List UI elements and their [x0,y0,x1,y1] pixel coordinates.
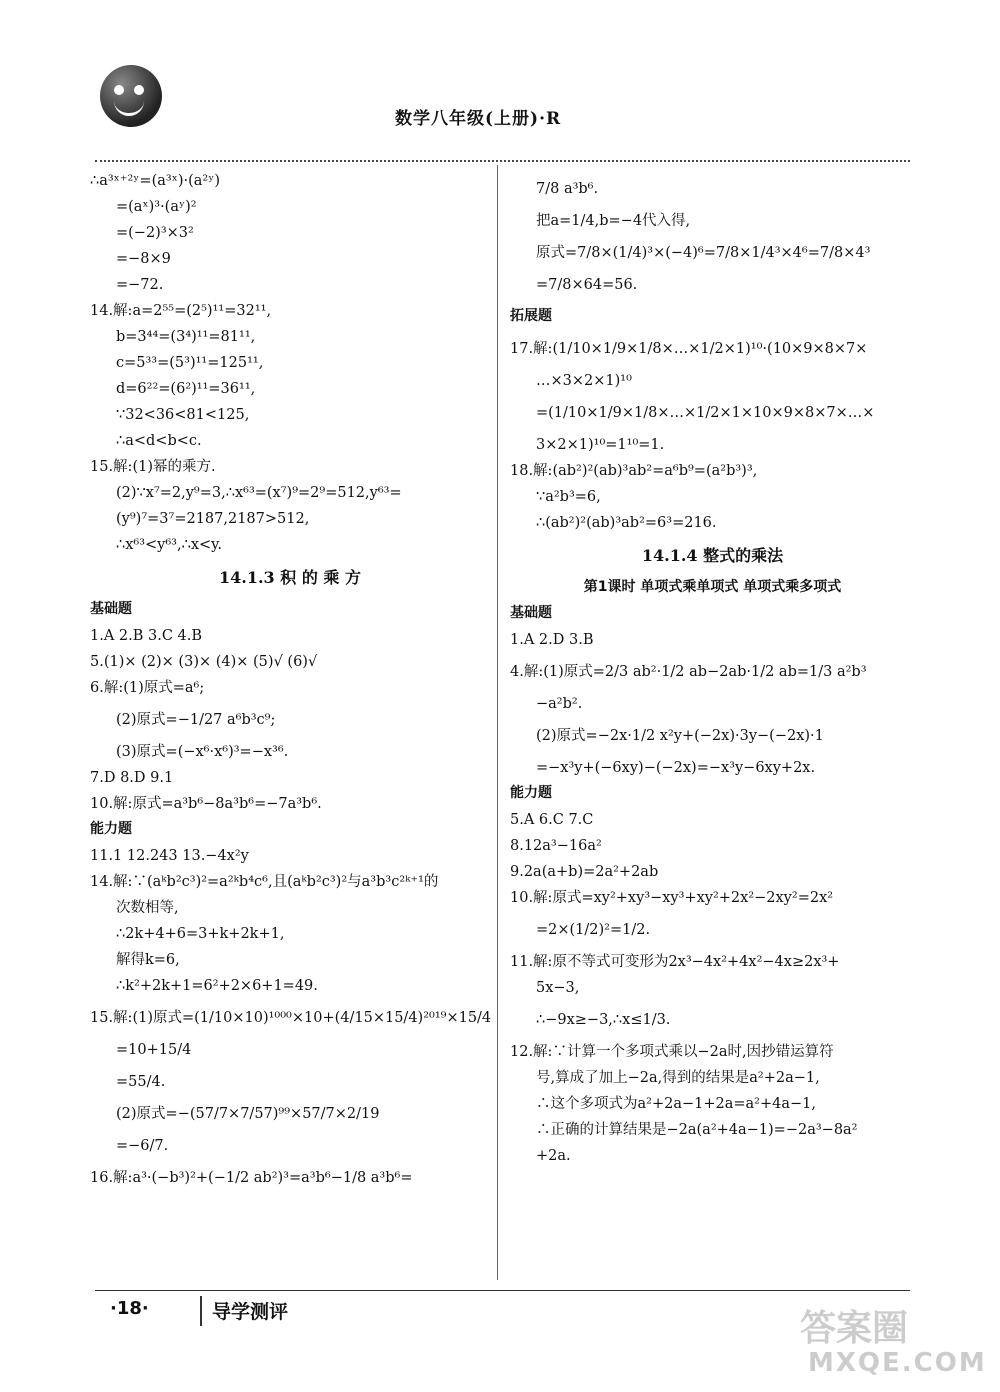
answer-line: 10.解:原式=a³b⁶−8a³b⁶=−7a³b⁶. [90,795,322,812]
answer-line: 4.解:(1)原式=2/3 ab²·1/2 ab−2ab·1/2 ab=1/3 a²b³ [510,663,867,680]
answer-line: =(aˣ)³·(aʸ)² [116,199,197,215]
answer-line: =(−2)³×3² [116,225,194,241]
page-number: ·18· [110,1298,149,1319]
answer-line: ∴a<d<b<c. [116,433,202,449]
answer-line: 16.解:a³·(−b³)²+(−1/2 ab²)³=a³b⁶−1/8 a³b⁶= [90,1169,413,1186]
answer-line: ∴x⁶³<y⁶³,∴x<y. [116,537,223,553]
answer-line: ∴2k+4+6=3+k+2k+1, [116,925,285,942]
answer-line: 18.解:(ab²)²(ab)³ab²=a⁶b⁹=(a²b³)³, [510,463,758,479]
answer-line: =(1/10×1/9×1/8×…×1/2×1×10×9×8×7×…× [536,405,875,421]
answer-line: 8.12a³−16a² [510,837,602,854]
answer-line: −a²b². [536,695,583,712]
left-column [90,170,490,1199]
column-divider [497,165,498,1280]
answer-line: ∴k²+2k+1=6²+2×6+1=49. [116,977,318,994]
header-dotted-rule [95,160,910,162]
answer-line: 14.解:a=2⁵⁵=(2⁵)¹¹=32¹¹, [90,303,272,319]
answer-line: ∴正确的计算结果是−2a(a²+4a−1)=−2a³−8a² [536,1121,858,1138]
answer-line: 1.A 2.D 3.B [510,631,594,648]
answer-line: 1.A 2.B 3.C 4.B [90,627,203,644]
answer-line: 7.D 8.D 9.1 [90,769,174,786]
section-heading: 14.1.4 整式的乘法 [641,546,784,565]
answer-line: +2a. [536,1147,571,1164]
right-column [510,170,915,1171]
section-heading: 基础题 [510,604,552,621]
footer-separator [200,1296,202,1326]
answer-line: 10.解:原式=xy²+xy³−xy³+xy²+2x²−2xy²=2x² [510,889,834,906]
mascot-logo-icon [100,65,162,127]
watermark-logo: 答案圈 [800,1308,909,1349]
answer-line: (3)原式=(−x⁶·x⁶)³=−x³⁶. [116,743,289,760]
answer-line: ∵32<36<81<125, [116,407,250,423]
answer-line: 次数相等, [116,899,179,916]
answer-line: =−6/7. [116,1137,169,1154]
answer-line: ∴(ab²)²(ab)³ab²=6³=216. [536,515,717,531]
answer-line: =55/4. [116,1073,166,1090]
answer-line: 6.解:(1)原式=a⁶; [90,679,205,696]
section-heading: 第1课时 单项式乘单项式 单项式乘多项式 [583,578,842,595]
answer-line: (2)原式=−1/27 a⁶b³c⁹; [116,711,276,728]
answer-line: ∵a²b³=6, [536,489,601,505]
answer-line: 15.解:(1)原式=(1/10×10)¹⁰⁰⁰×10+(4/15×15/4)²⁰¹⁹×15/4 [90,1009,492,1026]
answer-line: 3×2×1)¹⁰=1¹⁰=1. [536,437,665,453]
page-header [95,60,910,160]
section-heading: 基础题 [90,600,132,617]
answer-line: =2×(1/2)²=1/2. [536,921,651,938]
answer-line: 11.解:原不等式可变形为2x³−4x²+4x²−4x≥2x³+ [510,953,840,970]
answer-line: 9.2a(a+b)=2a²+2ab [510,863,659,880]
answer-line: (2)∵x⁷=2,y⁹=3,∴x⁶³=(x⁷)⁹=2⁹=512,y⁶³= [116,485,402,501]
answer-line: 解得k=6, [116,951,180,968]
footer-rule [95,1290,910,1291]
answer-line: …×3×2×1)¹⁰ [536,373,632,389]
answer-line: ∴a³ˣ⁺²ʸ=(a³ˣ)·(a²ʸ) [90,173,221,189]
answer-line: =−x³y+(−6xy)−(−2x)=−x³y−6xy+2x. [536,759,816,776]
answer-line: =10+15/4 [116,1041,192,1058]
answer-line: c=5³³=(5³)¹¹=125¹¹, [116,355,264,371]
answer-line: 5x−3, [536,979,580,996]
answer-line: 5.A 6.C 7.C [510,811,594,828]
answer-line: (y⁹)⁷=3⁷=2187,2187>512, [116,511,310,527]
answer-line: 11.1 12.243 13.−4x²y [90,847,249,864]
answer-line: 5.(1)× (2)× (3)× (4)× (5)√ (6)√ [90,653,318,670]
answer-line: =−72. [116,277,164,293]
section-heading: 能力题 [90,820,132,837]
answer-line: (2)原式=−2x·1/2 x²y+(−2x)·3y−(−2x)·1 [536,727,824,744]
answer-line: 把a=1/4,b=−4代入得, [536,213,691,229]
answer-line: 17.解:(1/10×1/9×1/8×…×1/2×1)¹⁰·(10×9×8×7× [510,341,868,357]
answer-line: ∴这个多项式为a²+2a−1+2a=a²+4a−1, [536,1095,816,1112]
section-heading: 拓展题 [510,308,552,324]
answer-line: =7/8×64=56. [536,277,638,293]
answer-line: ∴−9x≥−3,∴x≤1/3. [536,1011,671,1028]
answer-line: 15.解:(1)幂的乘方. [90,459,216,475]
watermark-url: MXQE.COM [808,1348,987,1378]
answer-line: 7/8 a³b⁶. [536,181,599,197]
answer-line: d=6²²=(6²)¹¹=36¹¹, [116,381,256,397]
answer-line: (2)原式=−(57/7×7/57)⁹⁹×57/7×2/19 [116,1105,380,1122]
series-name: 导学测评 [212,1301,289,1323]
section-heading: 14.1.3 积 的 乘 方 [219,568,361,587]
answer-line: 号,算成了加上−2a,得到的结果是a²+2a−1, [536,1069,820,1086]
answer-line: =−8×9 [116,251,171,267]
answer-line: 12.解:∵计算一个多项式乘以−2a时,因抄错运算符 [510,1043,834,1060]
answer-line: 原式=7/8×(1/4)³×(−4)⁶=7/8×1/4³×4⁶=7/8×4³ [536,245,871,261]
answer-line: b=3⁴⁴=(3⁴)¹¹=81¹¹, [116,329,256,345]
book-title: 数学八年级(上册)·R [395,109,562,129]
answer-line: 14.解:∵(aᵏb²c³)²=a²ᵏb⁴c⁶,且(aᵏb²c³)²与a³b³c²ᵏ⁺¹的 [90,873,439,890]
section-heading: 能力题 [510,784,552,801]
